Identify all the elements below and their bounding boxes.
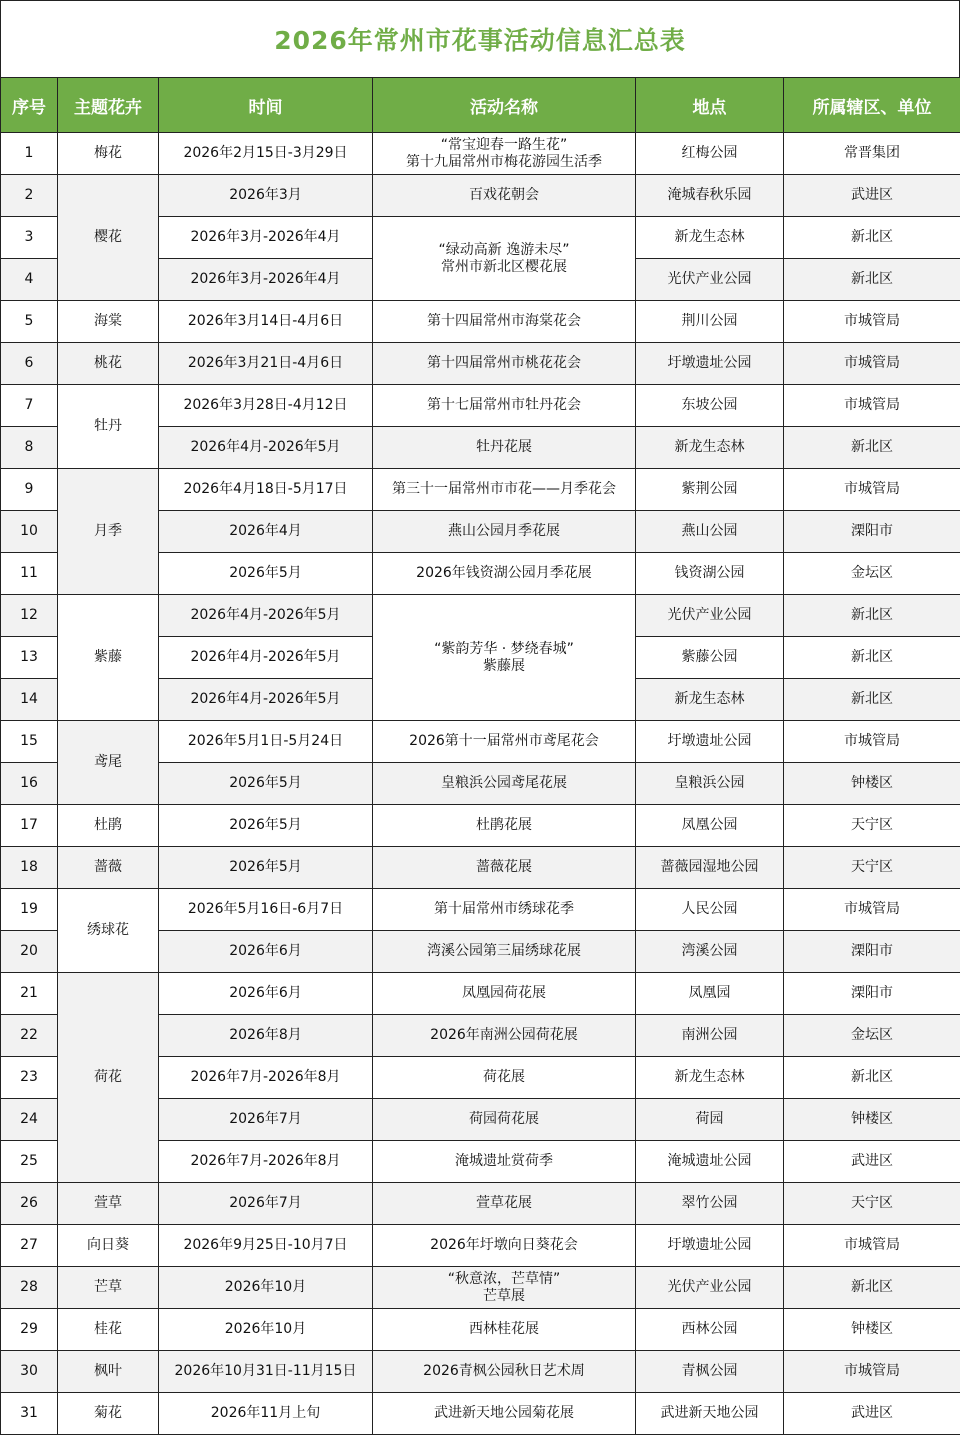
cell-activity: 2026年钱资湖公园月季花展	[373, 553, 636, 595]
header-row	[1, 78, 960, 133]
cell-time: 2026年10月	[159, 1309, 373, 1351]
cell-time: 2026年6月	[159, 931, 373, 973]
cell-activity: 第三十一届常州市市花——月季花会	[373, 469, 636, 511]
cell-no: 7	[1, 385, 58, 427]
cell-activity: 淹城遗址赏荷季	[373, 1141, 636, 1183]
cell-no: 5	[1, 301, 58, 343]
table-row	[1, 595, 960, 637]
cell-flower: 蔷薇	[58, 847, 159, 889]
cell-no: 18	[1, 847, 58, 889]
cell-place: 紫荆公园	[636, 469, 784, 511]
cell-unit: 天宁区	[784, 847, 960, 889]
cell-activity: 第十届常州市绣球花季	[373, 889, 636, 931]
cell-flower: 萱草	[58, 1183, 159, 1225]
cell-place: 武进新天地公园	[636, 1393, 784, 1435]
table-row	[1, 1393, 960, 1435]
cell-no: 14	[1, 679, 58, 721]
cell-unit: 市城管局	[784, 1225, 960, 1267]
page-title	[0, 0, 960, 77]
cell-time: 2026年7月-2026年8月	[159, 1141, 373, 1183]
cell-place: 圩墩遗址公园	[636, 343, 784, 385]
cell-flower: 海棠	[58, 301, 159, 343]
cell-time: 2026年3月21日-4月6日	[159, 343, 373, 385]
cell-unit: 新北区	[784, 1057, 960, 1099]
cell-unit: 新北区	[784, 259, 960, 301]
cell-unit: 新北区	[784, 427, 960, 469]
table-row	[1, 133, 960, 175]
cell-unit: 市城管局	[784, 1351, 960, 1393]
cell-flower: 绣球花	[58, 889, 159, 973]
table-row	[1, 1225, 960, 1267]
cell-time: 2026年3月14日-4月6日	[159, 301, 373, 343]
cell-flower: 桂花	[58, 1309, 159, 1351]
cell-activity: 2026年南洲公园荷花展	[373, 1015, 636, 1057]
cell-no: 8	[1, 427, 58, 469]
cell-activity: 荷花展	[373, 1057, 636, 1099]
header-cell-time: 时间	[159, 78, 373, 133]
cell-place: 新龙生态林	[636, 1057, 784, 1099]
cell-activity: 第十七届常州市牡丹花会	[373, 385, 636, 427]
cell-unit: 天宁区	[784, 1183, 960, 1225]
cell-flower: 紫藤	[58, 595, 159, 721]
cell-no: 4	[1, 259, 58, 301]
cell-place: 新龙生态林	[636, 679, 784, 721]
cell-time: 2026年7月	[159, 1183, 373, 1225]
cell-time: 2026年5月	[159, 763, 373, 805]
cell-unit: 溧阳市	[784, 931, 960, 973]
cell-unit: 新北区	[784, 637, 960, 679]
cell-unit: 武进区	[784, 175, 960, 217]
cell-no: 28	[1, 1267, 58, 1309]
cell-activity: 蔷薇花展	[373, 847, 636, 889]
cell-activity: 萱草花展	[373, 1183, 636, 1225]
cell-time: 2026年11月上旬	[159, 1393, 373, 1435]
cell-activity: 凤凰园荷花展	[373, 973, 636, 1015]
cell-activity: 西林桂花展	[373, 1309, 636, 1351]
table-row	[1, 343, 960, 385]
cell-unit: 市城管局	[784, 721, 960, 763]
cell-no: 21	[1, 973, 58, 1015]
cell-no: 2	[1, 175, 58, 217]
cell-activity: 荷园荷花展	[373, 1099, 636, 1141]
cell-flower: 鸢尾	[58, 721, 159, 805]
cell-place: 淹城春秋乐园	[636, 175, 784, 217]
cell-activity: 燕山公园月季花展	[373, 511, 636, 553]
activities-table	[0, 77, 960, 1435]
cell-place: 人民公园	[636, 889, 784, 931]
cell-place: 南洲公园	[636, 1015, 784, 1057]
cell-unit: 新北区	[784, 595, 960, 637]
cell-no: 19	[1, 889, 58, 931]
header-cell-no: 序号	[1, 78, 58, 133]
table-row	[1, 385, 960, 427]
cell-no: 27	[1, 1225, 58, 1267]
cell-no: 25	[1, 1141, 58, 1183]
cell-unit: 市城管局	[784, 469, 960, 511]
cell-place: 钱资湖公园	[636, 553, 784, 595]
cell-place: 圩墩遗址公园	[636, 1225, 784, 1267]
cell-flower: 菊花	[58, 1393, 159, 1435]
cell-activity	[373, 595, 636, 721]
cell-activity	[373, 133, 636, 175]
cell-unit: 市城管局	[784, 343, 960, 385]
cell-time: 2026年9月25日-10月7日	[159, 1225, 373, 1267]
cell-no: 10	[1, 511, 58, 553]
cell-time: 2026年5月1日-5月24日	[159, 721, 373, 763]
table-row	[1, 805, 960, 847]
cell-flower: 荷花	[58, 973, 159, 1183]
cell-time: 2026年4月-2026年5月	[159, 595, 373, 637]
cell-activity: 武进新天地公园菊花展	[373, 1393, 636, 1435]
cell-unit: 金坛区	[784, 553, 960, 595]
cell-place: 凤凰园	[636, 973, 784, 1015]
cell-no: 30	[1, 1351, 58, 1393]
table-row	[1, 1309, 960, 1351]
cell-place: 光伏产业公园	[636, 1267, 784, 1309]
cell-place: 红梅公园	[636, 133, 784, 175]
header-cell-flower: 主题花卉	[58, 78, 159, 133]
activity-line: 第十九届常州市梅花游园生活季	[375, 154, 633, 171]
cell-place: 荆川公园	[636, 301, 784, 343]
cell-place: 青枫公园	[636, 1351, 784, 1393]
cell-unit: 溧阳市	[784, 511, 960, 553]
cell-no: 29	[1, 1309, 58, 1351]
cell-activity: 百戏花朝会	[373, 175, 636, 217]
cell-unit: 武进区	[784, 1141, 960, 1183]
table-row	[1, 469, 960, 511]
cell-activity: 湾溪公园第三届绣球花展	[373, 931, 636, 973]
cell-unit: 金坛区	[784, 1015, 960, 1057]
cell-no: 13	[1, 637, 58, 679]
cell-activity: 皇粮浜公园鸢尾花展	[373, 763, 636, 805]
cell-activity	[373, 1267, 636, 1309]
cell-flower: 桃花	[58, 343, 159, 385]
cell-place: 新龙生态林	[636, 217, 784, 259]
cell-activity: 2026青枫公园秋日艺术周	[373, 1351, 636, 1393]
table-row	[1, 1183, 960, 1225]
activity-line: 芒草展	[375, 1288, 633, 1305]
cell-flower: 枫叶	[58, 1351, 159, 1393]
cell-place: 燕山公园	[636, 511, 784, 553]
cell-place: 凤凰公园	[636, 805, 784, 847]
activity-line: “绿动高新 逸游未尽”	[375, 242, 633, 259]
cell-time: 2026年4月-2026年5月	[159, 637, 373, 679]
cell-time: 2026年7月	[159, 1099, 373, 1141]
cell-time: 2026年5月	[159, 847, 373, 889]
cell-time: 2026年4月18日-5月17日	[159, 469, 373, 511]
cell-place: 蔷薇园湿地公园	[636, 847, 784, 889]
cell-activity: 2026第十一届常州市鸢尾花会	[373, 721, 636, 763]
table-row	[1, 1351, 960, 1393]
cell-unit: 市城管局	[784, 385, 960, 427]
cell-time: 2026年3月-2026年4月	[159, 259, 373, 301]
cell-time: 2026年5月16日-6月7日	[159, 889, 373, 931]
header-cell-activity: 活动名称	[373, 78, 636, 133]
cell-no: 17	[1, 805, 58, 847]
cell-flower: 杜鹃	[58, 805, 159, 847]
cell-time: 2026年4月-2026年5月	[159, 679, 373, 721]
cell-place: 圩墩遗址公园	[636, 721, 784, 763]
cell-unit: 新北区	[784, 217, 960, 259]
cell-place: 新龙生态林	[636, 427, 784, 469]
cell-unit: 常晋集团	[784, 133, 960, 175]
page-title-text: 2026年常州市花事活动信息汇总表	[274, 21, 686, 57]
header-cell-unit: 所属辖区、单位	[784, 78, 960, 133]
cell-activity: 杜鹃花展	[373, 805, 636, 847]
cell-unit: 钟楼区	[784, 1309, 960, 1351]
cell-unit: 钟楼区	[784, 1099, 960, 1141]
cell-time: 2026年2月15日-3月29日	[159, 133, 373, 175]
cell-time: 2026年3月-2026年4月	[159, 217, 373, 259]
cell-flower: 月季	[58, 469, 159, 595]
cell-no: 12	[1, 595, 58, 637]
cell-flower: 芒草	[58, 1267, 159, 1309]
cell-no: 9	[1, 469, 58, 511]
header-cell-place: 地点	[636, 78, 784, 133]
cell-time: 2026年4月-2026年5月	[159, 427, 373, 469]
cell-activity	[373, 217, 636, 301]
activity-line: 紫藤展	[375, 658, 633, 675]
cell-unit: 钟楼区	[784, 763, 960, 805]
cell-place: 光伏产业公园	[636, 595, 784, 637]
table-row	[1, 175, 960, 217]
table-row	[1, 721, 960, 763]
cell-flower: 樱花	[58, 175, 159, 301]
cell-unit: 武进区	[784, 1393, 960, 1435]
cell-time: 2026年3月	[159, 175, 373, 217]
cell-place: 皇粮浜公园	[636, 763, 784, 805]
cell-no: 26	[1, 1183, 58, 1225]
cell-unit: 溧阳市	[784, 973, 960, 1015]
cell-time: 2026年6月	[159, 973, 373, 1015]
cell-place: 光伏产业公园	[636, 259, 784, 301]
cell-place: 西林公园	[636, 1309, 784, 1351]
activity-line: “紫韵芳华 · 梦绕春城”	[375, 641, 633, 658]
cell-activity: 第十四届常州市海棠花会	[373, 301, 636, 343]
cell-place: 翠竹公园	[636, 1183, 784, 1225]
cell-activity: 2026年圩墩向日葵花会	[373, 1225, 636, 1267]
table-row	[1, 889, 960, 931]
cell-unit: 市城管局	[784, 889, 960, 931]
cell-no: 23	[1, 1057, 58, 1099]
cell-no: 16	[1, 763, 58, 805]
cell-place: 淹城遗址公园	[636, 1141, 784, 1183]
cell-time: 2026年5月	[159, 805, 373, 847]
cell-unit: 市城管局	[784, 301, 960, 343]
table-row	[1, 973, 960, 1015]
cell-time: 2026年4月	[159, 511, 373, 553]
cell-activity: 第十四届常州市桃花花会	[373, 343, 636, 385]
cell-activity: 牡丹花展	[373, 427, 636, 469]
cell-no: 15	[1, 721, 58, 763]
activity-line: “常宝迎春一路生花”	[375, 137, 633, 154]
cell-flower: 梅花	[58, 133, 159, 175]
cell-place: 紫藤公园	[636, 637, 784, 679]
cell-time: 2026年10月31日-11月15日	[159, 1351, 373, 1393]
cell-no: 1	[1, 133, 58, 175]
cell-no: 24	[1, 1099, 58, 1141]
cell-flower: 向日葵	[58, 1225, 159, 1267]
cell-place: 东坡公园	[636, 385, 784, 427]
cell-no: 20	[1, 931, 58, 973]
cell-time: 2026年3月28日-4月12日	[159, 385, 373, 427]
cell-time: 2026年5月	[159, 553, 373, 595]
activity-line: 常州市新北区樱花展	[375, 259, 633, 276]
cell-no: 6	[1, 343, 58, 385]
cell-time: 2026年7月-2026年8月	[159, 1057, 373, 1099]
cell-no: 22	[1, 1015, 58, 1057]
cell-flower: 牡丹	[58, 385, 159, 469]
cell-no: 31	[1, 1393, 58, 1435]
cell-no: 3	[1, 217, 58, 259]
cell-no: 11	[1, 553, 58, 595]
cell-place: 湾溪公园	[636, 931, 784, 973]
cell-time: 2026年8月	[159, 1015, 373, 1057]
cell-unit: 新北区	[784, 679, 960, 721]
cell-time: 2026年10月	[159, 1267, 373, 1309]
cell-place: 荷园	[636, 1099, 784, 1141]
table-row	[1, 847, 960, 889]
activity-line: “秋意浓，芒草情”	[375, 1271, 633, 1288]
table-row	[1, 301, 960, 343]
table-row	[1, 1267, 960, 1309]
cell-unit: 天宁区	[784, 805, 960, 847]
cell-unit: 新北区	[784, 1267, 960, 1309]
